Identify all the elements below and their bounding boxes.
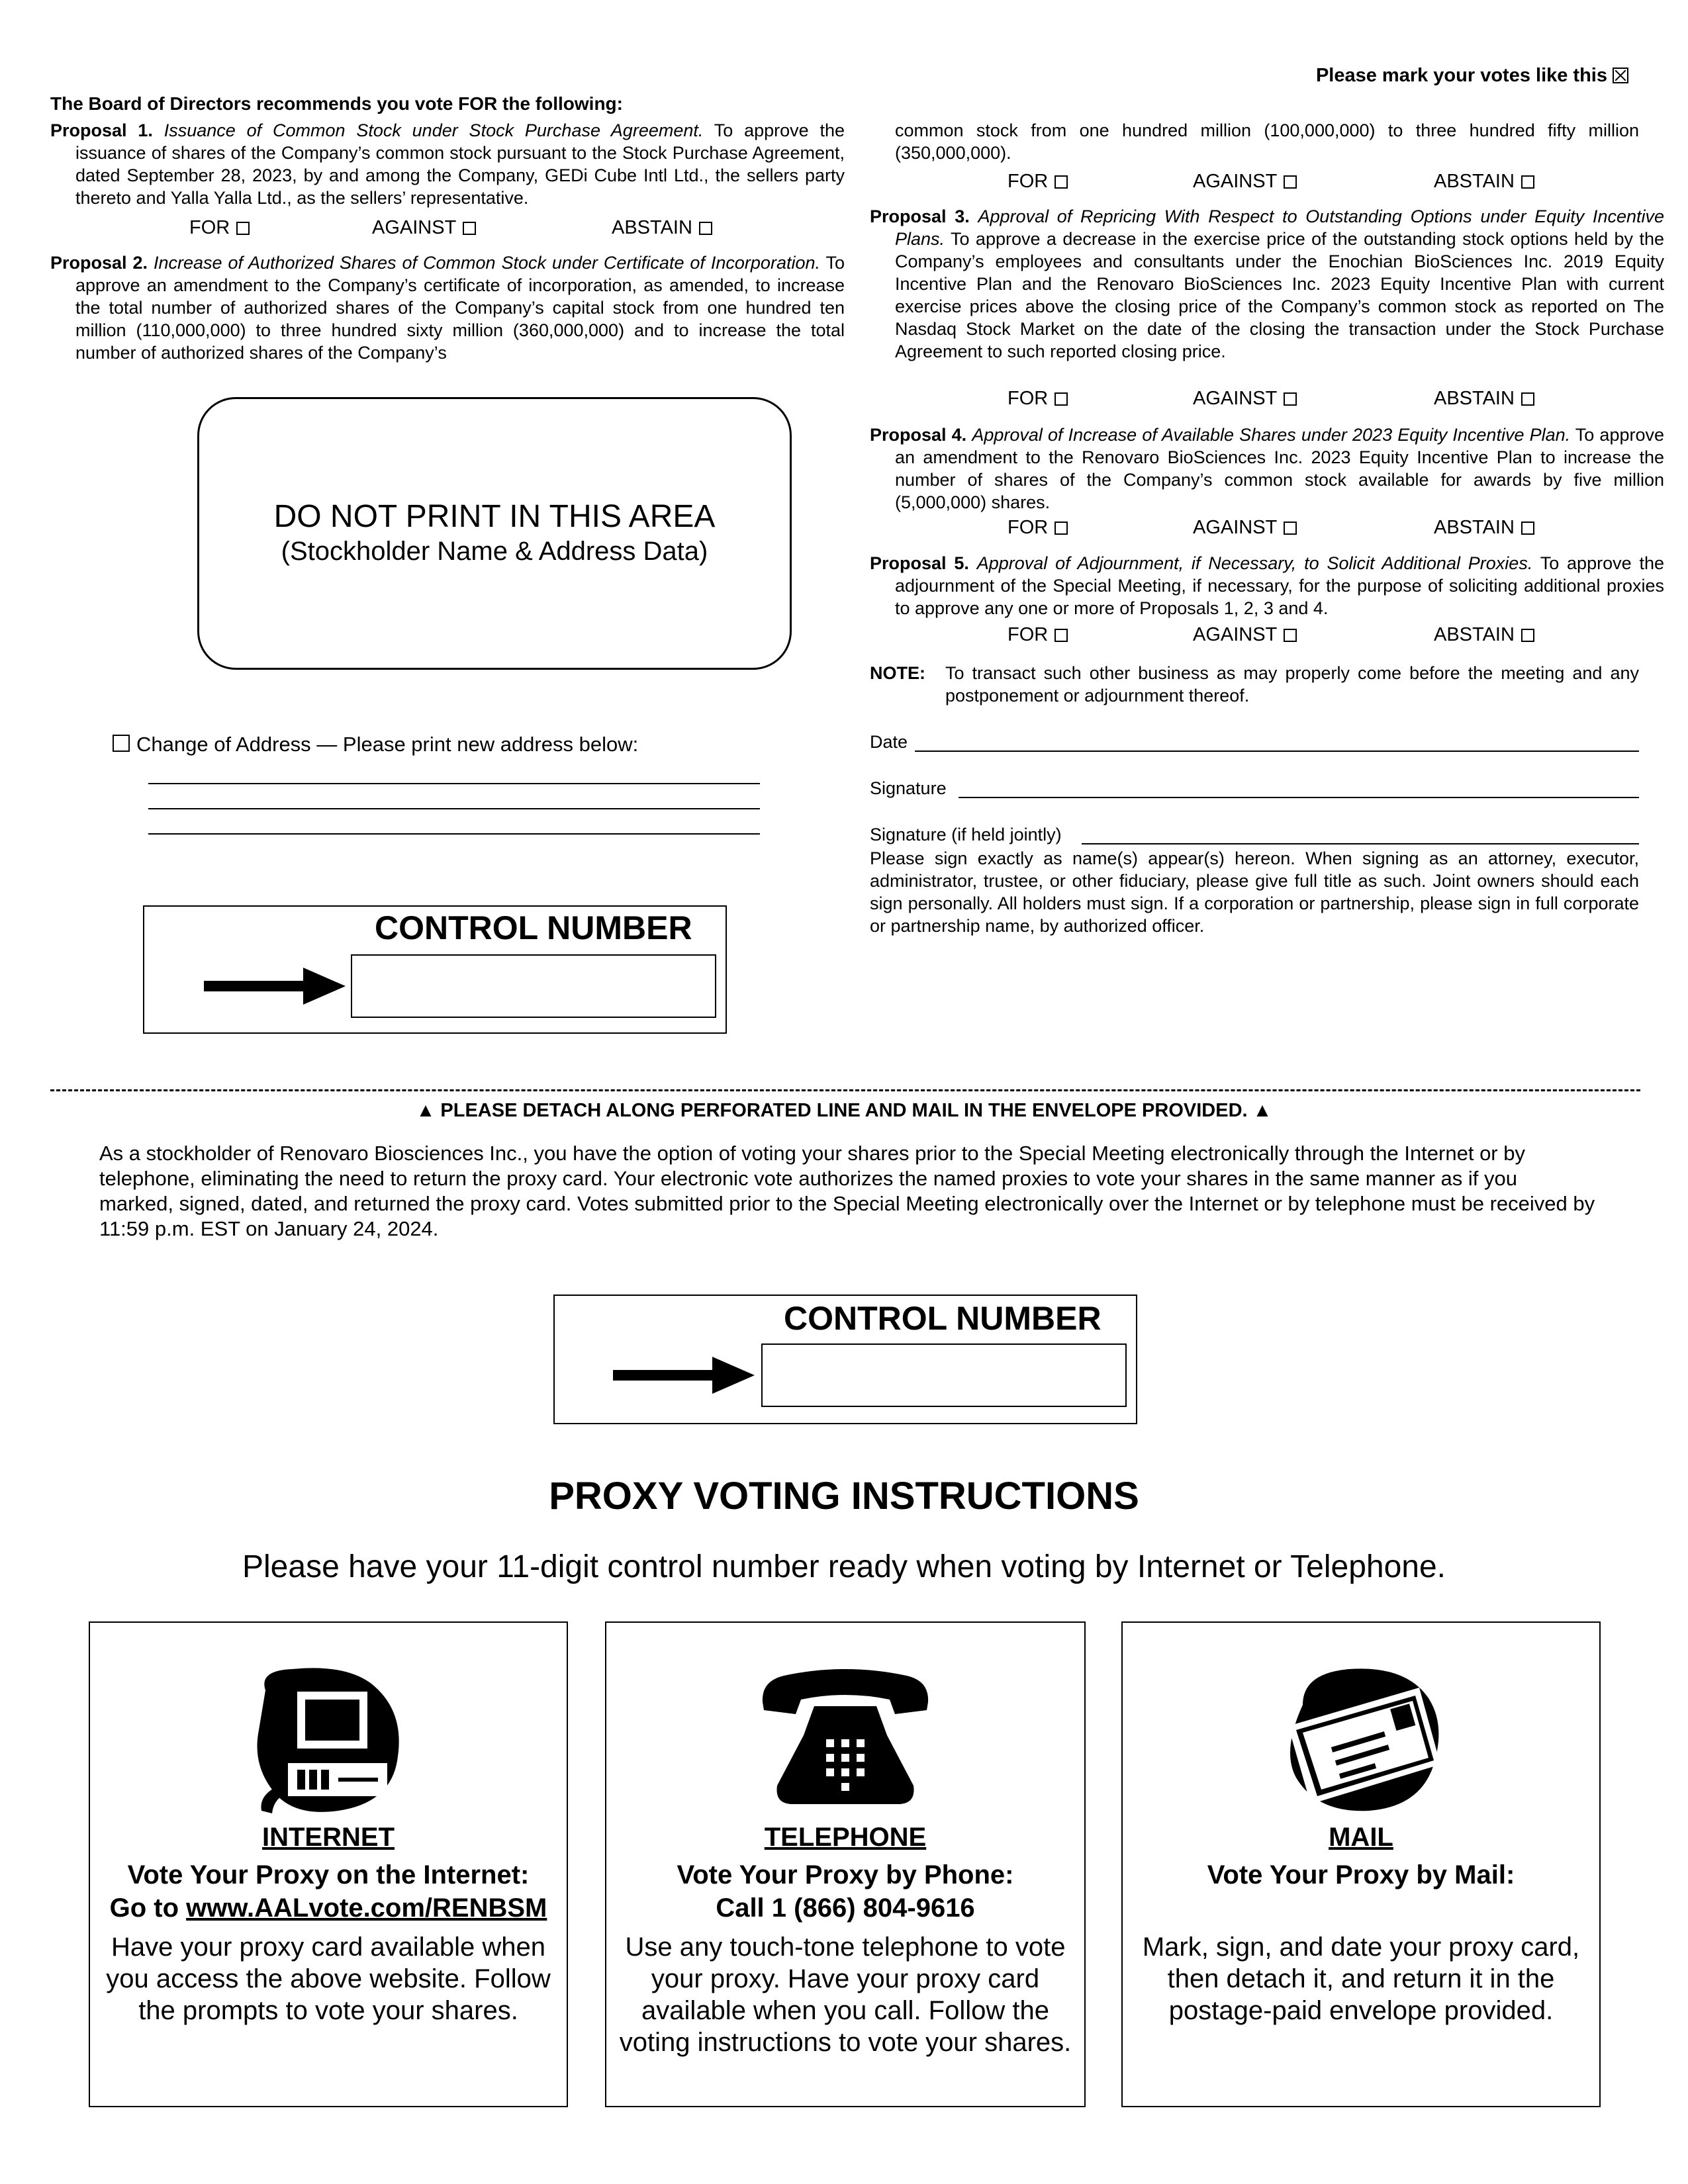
mail-headline: Vote Your Proxy by Mail: bbox=[1207, 1860, 1515, 1889]
proposal-1-text: To approve the issuance of shares of the Company’s common stock pursuant to the Stock Purchase Agreement, dated September 28, 2023, by and among the Company, GEDi Cube Intl Ltd., the sellers party thereto and Yalla Yalla Ltd., as the sellers’ representative. bbox=[75, 120, 845, 208]
note-label: NOTE: bbox=[870, 663, 925, 683]
telephone-description: Use any touch-tone telephone to vote your proxy. Have your proxy card available when you call. Follow the voting instructions to vote your shares. bbox=[619, 1933, 1072, 2057]
control-number-field[interactable] bbox=[761, 1343, 1127, 1407]
proposal-5-abstain[interactable]: ABSTAIN bbox=[1434, 623, 1534, 646]
date-line[interactable] bbox=[915, 751, 1639, 752]
mail-method-box bbox=[1121, 1621, 1601, 2107]
instructions-subtitle: Please have your 11-digit control number ready when voting by Internet or Telephone. bbox=[242, 1549, 1446, 1584]
proposal-2-against[interactable]: AGAINST bbox=[1193, 170, 1297, 193]
proposal-4-abstain[interactable]: ABSTAIN bbox=[1434, 516, 1534, 539]
proposal-5-against[interactable]: AGAINST bbox=[1193, 623, 1297, 646]
internet-title: INTERNET bbox=[262, 1823, 395, 1852]
proposal-3-against[interactable]: AGAINST bbox=[1193, 387, 1297, 410]
proposal-1-for[interactable]: FOR bbox=[189, 216, 250, 239]
proposal-2-label: Proposal 2. bbox=[50, 253, 148, 273]
checkbox-icon[interactable] bbox=[1055, 629, 1068, 642]
mark-votes-instruction bbox=[1258, 64, 1628, 87]
proposal-3-for[interactable]: FOR bbox=[1008, 387, 1068, 410]
proposal-5-text: To approve the adjournment of the Special Meeting, if necessary, for the purpose of soliciting additional proxies to approve any one or more of Proposals 1, 2, 3 and 4. bbox=[895, 553, 1664, 618]
change-of-address-label: Change of Address — Please print new address below: bbox=[136, 733, 639, 756]
signature-joint-field[interactable] bbox=[870, 823, 1639, 847]
proposal-1-votes bbox=[0, 216, 821, 240]
checkbox-icon[interactable] bbox=[1521, 522, 1534, 535]
checkbox-icon[interactable] bbox=[1284, 392, 1297, 406]
checkbox-icon[interactable] bbox=[1284, 175, 1297, 189]
proposal-1-label: Proposal 1. bbox=[50, 120, 153, 140]
proposal-3-label: Proposal 3. bbox=[870, 206, 970, 226]
detach-instruction bbox=[0, 1099, 1688, 1122]
do-not-print-subheading: (Stockholder Name & Address Data) bbox=[281, 537, 708, 566]
triangle-up-icon: ▲ bbox=[1252, 1100, 1272, 1121]
checkbox-icon[interactable] bbox=[1055, 522, 1068, 535]
internet-headline: Vote Your Proxy on the Internet: bbox=[127, 1860, 530, 1889]
checkbox-icon[interactable] bbox=[113, 735, 130, 752]
proposal-2-votes bbox=[0, 170, 1688, 194]
checkbox-icon[interactable] bbox=[1055, 392, 1068, 406]
control-number-field[interactable] bbox=[351, 954, 716, 1018]
checkbox-icon[interactable] bbox=[1284, 629, 1297, 642]
checkbox-icon[interactable] bbox=[1284, 522, 1297, 535]
proposal-4-text: To approve an amendment to the Renovaro BioSciences Inc. 2023 Equity Incentive Plan to increase the number of shares of the Company’s common stock available for awards by five million (5,000,000) shares. bbox=[895, 425, 1664, 512]
proposal-2-text: To approve an amendment to the Company’s certificate of incorporation, as amended, to increase the total number of authorized shares of the Company’s capital stock from one hundred ten million (110,000,000) to three hundred sixty million (360,000,000) and to increase the total number of authorized shares of the Company’s bbox=[75, 253, 845, 363]
proposal-3-abstain[interactable]: ABSTAIN bbox=[1434, 387, 1534, 410]
proposal-2-continued: common stock from one hundred million (100,000,000) to three hundred fifty million (350,000,000). bbox=[895, 120, 1639, 163]
instructions-title: PROXY VOTING INSTRUCTIONS bbox=[549, 1475, 1139, 1518]
checkbox-icon[interactable] bbox=[1521, 629, 1534, 642]
internet-description: Have your proxy card available when you access the above website. Follow the prompts to vote your shares. bbox=[106, 1933, 551, 2025]
proposal-4-against[interactable]: AGAINST bbox=[1193, 516, 1297, 539]
proposal-5-for[interactable]: FOR bbox=[1008, 623, 1068, 646]
proposal-4-votes bbox=[0, 516, 1688, 540]
checkbox-icon[interactable] bbox=[236, 222, 250, 235]
proposal-5-label: Proposal 5. bbox=[870, 553, 969, 573]
proposal-4-title: Approval of Increase of Available Shares under 2023 Equity Incentive Plan. bbox=[972, 425, 1571, 445]
proposal-1-against[interactable]: AGAINST bbox=[372, 216, 476, 239]
perforated-line bbox=[50, 1089, 1640, 1091]
telephone-method-box bbox=[605, 1621, 1086, 2107]
signing-instructions: Please sign exactly as name(s) appear(s) hereon. When signing as an attorney, executor, administrator, trustee, or other fiduciary, please give full title as such. Joint owners should each sign personally. All holders must sign. If a corporation or partnership, please sign in full corporate or partnership name, by authorized officer. bbox=[870, 848, 1639, 936]
checkbox-icon[interactable] bbox=[699, 222, 712, 235]
date-label: Date bbox=[870, 732, 908, 752]
date-field[interactable] bbox=[870, 731, 1639, 754]
proposal-5-title: Approval of Adjournment, if Necessary, to Solicit Additional Proxies. bbox=[976, 553, 1533, 573]
address-line-3[interactable] bbox=[148, 833, 760, 835]
detach-text: PLEASE DETACH ALONG PERFORATED LINE AND MAIL IN THE ENVELOPE PROVIDED. bbox=[440, 1100, 1248, 1121]
telephone-headline: Vote Your Proxy by Phone: bbox=[677, 1860, 1014, 1889]
proposal-1-abstain[interactable]: ABSTAIN bbox=[612, 216, 712, 239]
triangle-up-icon: ▲ bbox=[416, 1100, 436, 1121]
control-number-box-top bbox=[143, 905, 727, 1034]
proposal-2-for[interactable]: FOR bbox=[1008, 170, 1068, 193]
checkbox-icon[interactable] bbox=[463, 222, 476, 235]
signature-label: Signature bbox=[870, 778, 947, 798]
proposal-2-title: Increase of Authorized Shares of Common Stock under Certificate of Incorporation. bbox=[153, 253, 820, 273]
control-number-label: CONTROL NUMBER bbox=[375, 909, 692, 946]
proposal-3-text: To approve a decrease in the exercise price of the outstanding stock options held by the Company’s employees and consultants under the Enochian BioSciences Inc. 2019 Equity Incentive Plan and the Renovaro BioSciences Inc. 2023 Equity Incentive Plan with current exercise prices above the closing price of the Company’s common stock as reported on The Nasdaq Stock Market on the date of the closing the transaction under the Stock Purchase Agreement to such reported closing price. bbox=[895, 229, 1664, 361]
address-line-2[interactable] bbox=[148, 808, 760, 809]
proposal-3-votes bbox=[0, 387, 1688, 411]
arrow-right-icon bbox=[613, 1355, 755, 1395]
proposal-4-for[interactable]: FOR bbox=[1008, 516, 1068, 539]
signature-joint-label: Signature (if held jointly) bbox=[870, 825, 1062, 844]
control-number-box-bottom bbox=[553, 1295, 1137, 1424]
checkbox-icon[interactable] bbox=[1055, 175, 1068, 189]
signature-field[interactable] bbox=[870, 777, 1639, 801]
internet-method-box bbox=[89, 1621, 568, 2107]
computer-icon bbox=[246, 1664, 411, 1816]
electronic-voting-paragraph: As a stockholder of Renovaro Biosciences Inc., you have the option of voting your shares prior to the Special Meeting electronically through the Internet or by telephone, eliminating the need to return the proxy card. Your electronic vote authorizes the named proxies to vote your shares in the same manner as if you marked, signed, dated, and returned the proxy card. Votes submitted prior to the Special Meeting electronically over the Internet or by telephone must be received by 11:59 p.m. EST on January 24, 2024. bbox=[99, 1142, 1595, 1240]
checkbox-icon[interactable] bbox=[1521, 392, 1534, 406]
checkbox-icon[interactable] bbox=[1521, 175, 1534, 189]
mail-description: Mark, sign, and date your proxy card, then detach it, and return it in the postage-paid envelope provided. bbox=[1142, 1933, 1580, 2025]
marked-checkbox-icon bbox=[1613, 68, 1628, 83]
control-number-label: CONTROL NUMBER bbox=[784, 1300, 1102, 1337]
signature-joint-line[interactable] bbox=[1082, 843, 1639, 844]
proposal-1-title: Issuance of Common Stock under Stock Purchase Agreement. bbox=[164, 120, 704, 140]
note-text: To transact such other business as may properly come before the meeting and any postponement or adjournment thereof. bbox=[945, 663, 1639, 705]
internet-go-to: Go to bbox=[109, 1893, 187, 1923]
proposal-5-votes bbox=[0, 623, 1688, 647]
mail-envelope-icon bbox=[1276, 1665, 1446, 1813]
address-line-1[interactable] bbox=[148, 783, 760, 784]
telephone-icon bbox=[757, 1666, 933, 1807]
mark-votes-label: Please mark your votes like this bbox=[1315, 65, 1607, 86]
telephone-title: TELEPHONE bbox=[764, 1823, 927, 1852]
proposal-1 bbox=[50, 119, 845, 209]
board-recommendation: The Board of Directors recommends you vote FOR the following: bbox=[50, 93, 623, 114]
internet-url-line bbox=[90, 1891, 567, 1925]
proposal-4-label: Proposal 4. bbox=[870, 425, 967, 445]
telephone-number[interactable]: Call 1 (866) 804-9616 bbox=[716, 1893, 975, 1923]
proposal-5 bbox=[870, 552, 1664, 619]
signature-line[interactable] bbox=[959, 797, 1639, 798]
proposal-3-title: Approval of Repricing With Respect to Outstanding Options under Equity Incentive Plans. bbox=[895, 206, 1665, 249]
arrow-right-icon bbox=[204, 966, 346, 1006]
change-of-address[interactable] bbox=[113, 732, 774, 757]
proposal-3 bbox=[870, 205, 1664, 363]
do-not-print-heading: DO NOT PRINT IN THIS AREA bbox=[273, 499, 716, 534]
internet-url-link[interactable]: www.AALvote.com/RENBSM bbox=[186, 1893, 547, 1923]
proposal-2-abstain[interactable]: ABSTAIN bbox=[1434, 170, 1534, 193]
proposal-2 bbox=[50, 251, 845, 364]
proposal-4 bbox=[870, 424, 1664, 514]
mail-title: MAIL bbox=[1329, 1823, 1393, 1852]
